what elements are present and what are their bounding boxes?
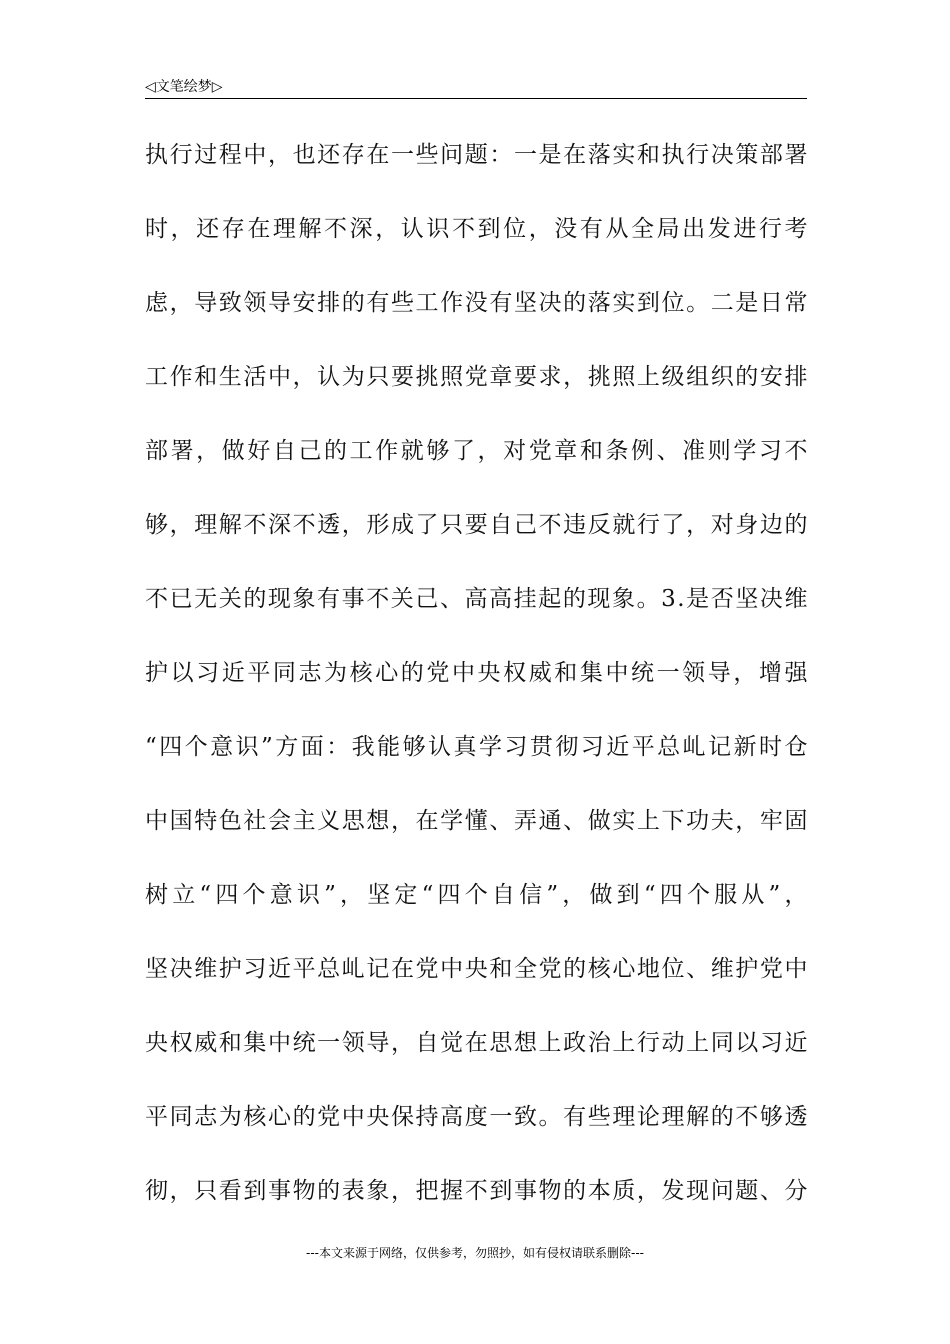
body-line: 央权威和集中统一领导，自觉在思想上政治上行动上同以习近 xyxy=(145,1030,809,1056)
footer-notice: ---本文来源于网络，仅供参考，勿照抄，如有侵权请联系删除--- xyxy=(306,1246,644,1260)
body-line: 彻，只看到事物的表象，把握不到事物的本质，发现问题、分 xyxy=(145,1178,809,1204)
body-line: 虑，导致领导安排的有些工作没有坚决的落实到位。二是日常 xyxy=(145,290,809,316)
body-line: 坚决维护习近平总乢记在党中央和全党的核心地位、维护党中 xyxy=(145,956,809,982)
body-line: 工作和生活中，认为只要挑照党章要求，挑照上级组织的安排 xyxy=(145,364,809,390)
body-line: 护以习近平同志为核心的党中央权威和集中统一领导，增强 xyxy=(145,660,809,686)
page-header xyxy=(145,74,807,99)
body-line: 部署，做好自己的工作就够了，对党章和条例、准则学习不 xyxy=(145,438,809,464)
body-line: 执行过程中，也还存在一些问题：一是在落实和执行决策部署 xyxy=(145,142,809,168)
document-body xyxy=(145,130,809,1240)
header-title: ◁文笔绘梦▷ xyxy=(145,79,223,95)
body-line: 时，还存在理解不深，认识不到位，没有从全局出发进行考 xyxy=(145,216,809,242)
body-line: 中国特色社会主义思想，在学懂、弄通、做实上下功夫，牢固 xyxy=(145,808,809,834)
body-line: 平同志为核心的党中央保持高度一致。有些理论理解的不够透 xyxy=(145,1104,809,1130)
body-line: 够，理解不深不透，形成了只要自己不违反就行了，对身边的 xyxy=(145,512,809,538)
body-line: 不已无关的现象有事不关己、高高挂起的现象。3.是否坚决维 xyxy=(145,586,809,612)
body-line: “四个意识”方面：我能够认真学习贯彻习近平总乢记新时仓 xyxy=(145,734,809,760)
body-line: 树立“四个意识”，坚定“四个自信”，做到“四个服从”， xyxy=(145,882,809,908)
page-footer xyxy=(0,1244,950,1261)
